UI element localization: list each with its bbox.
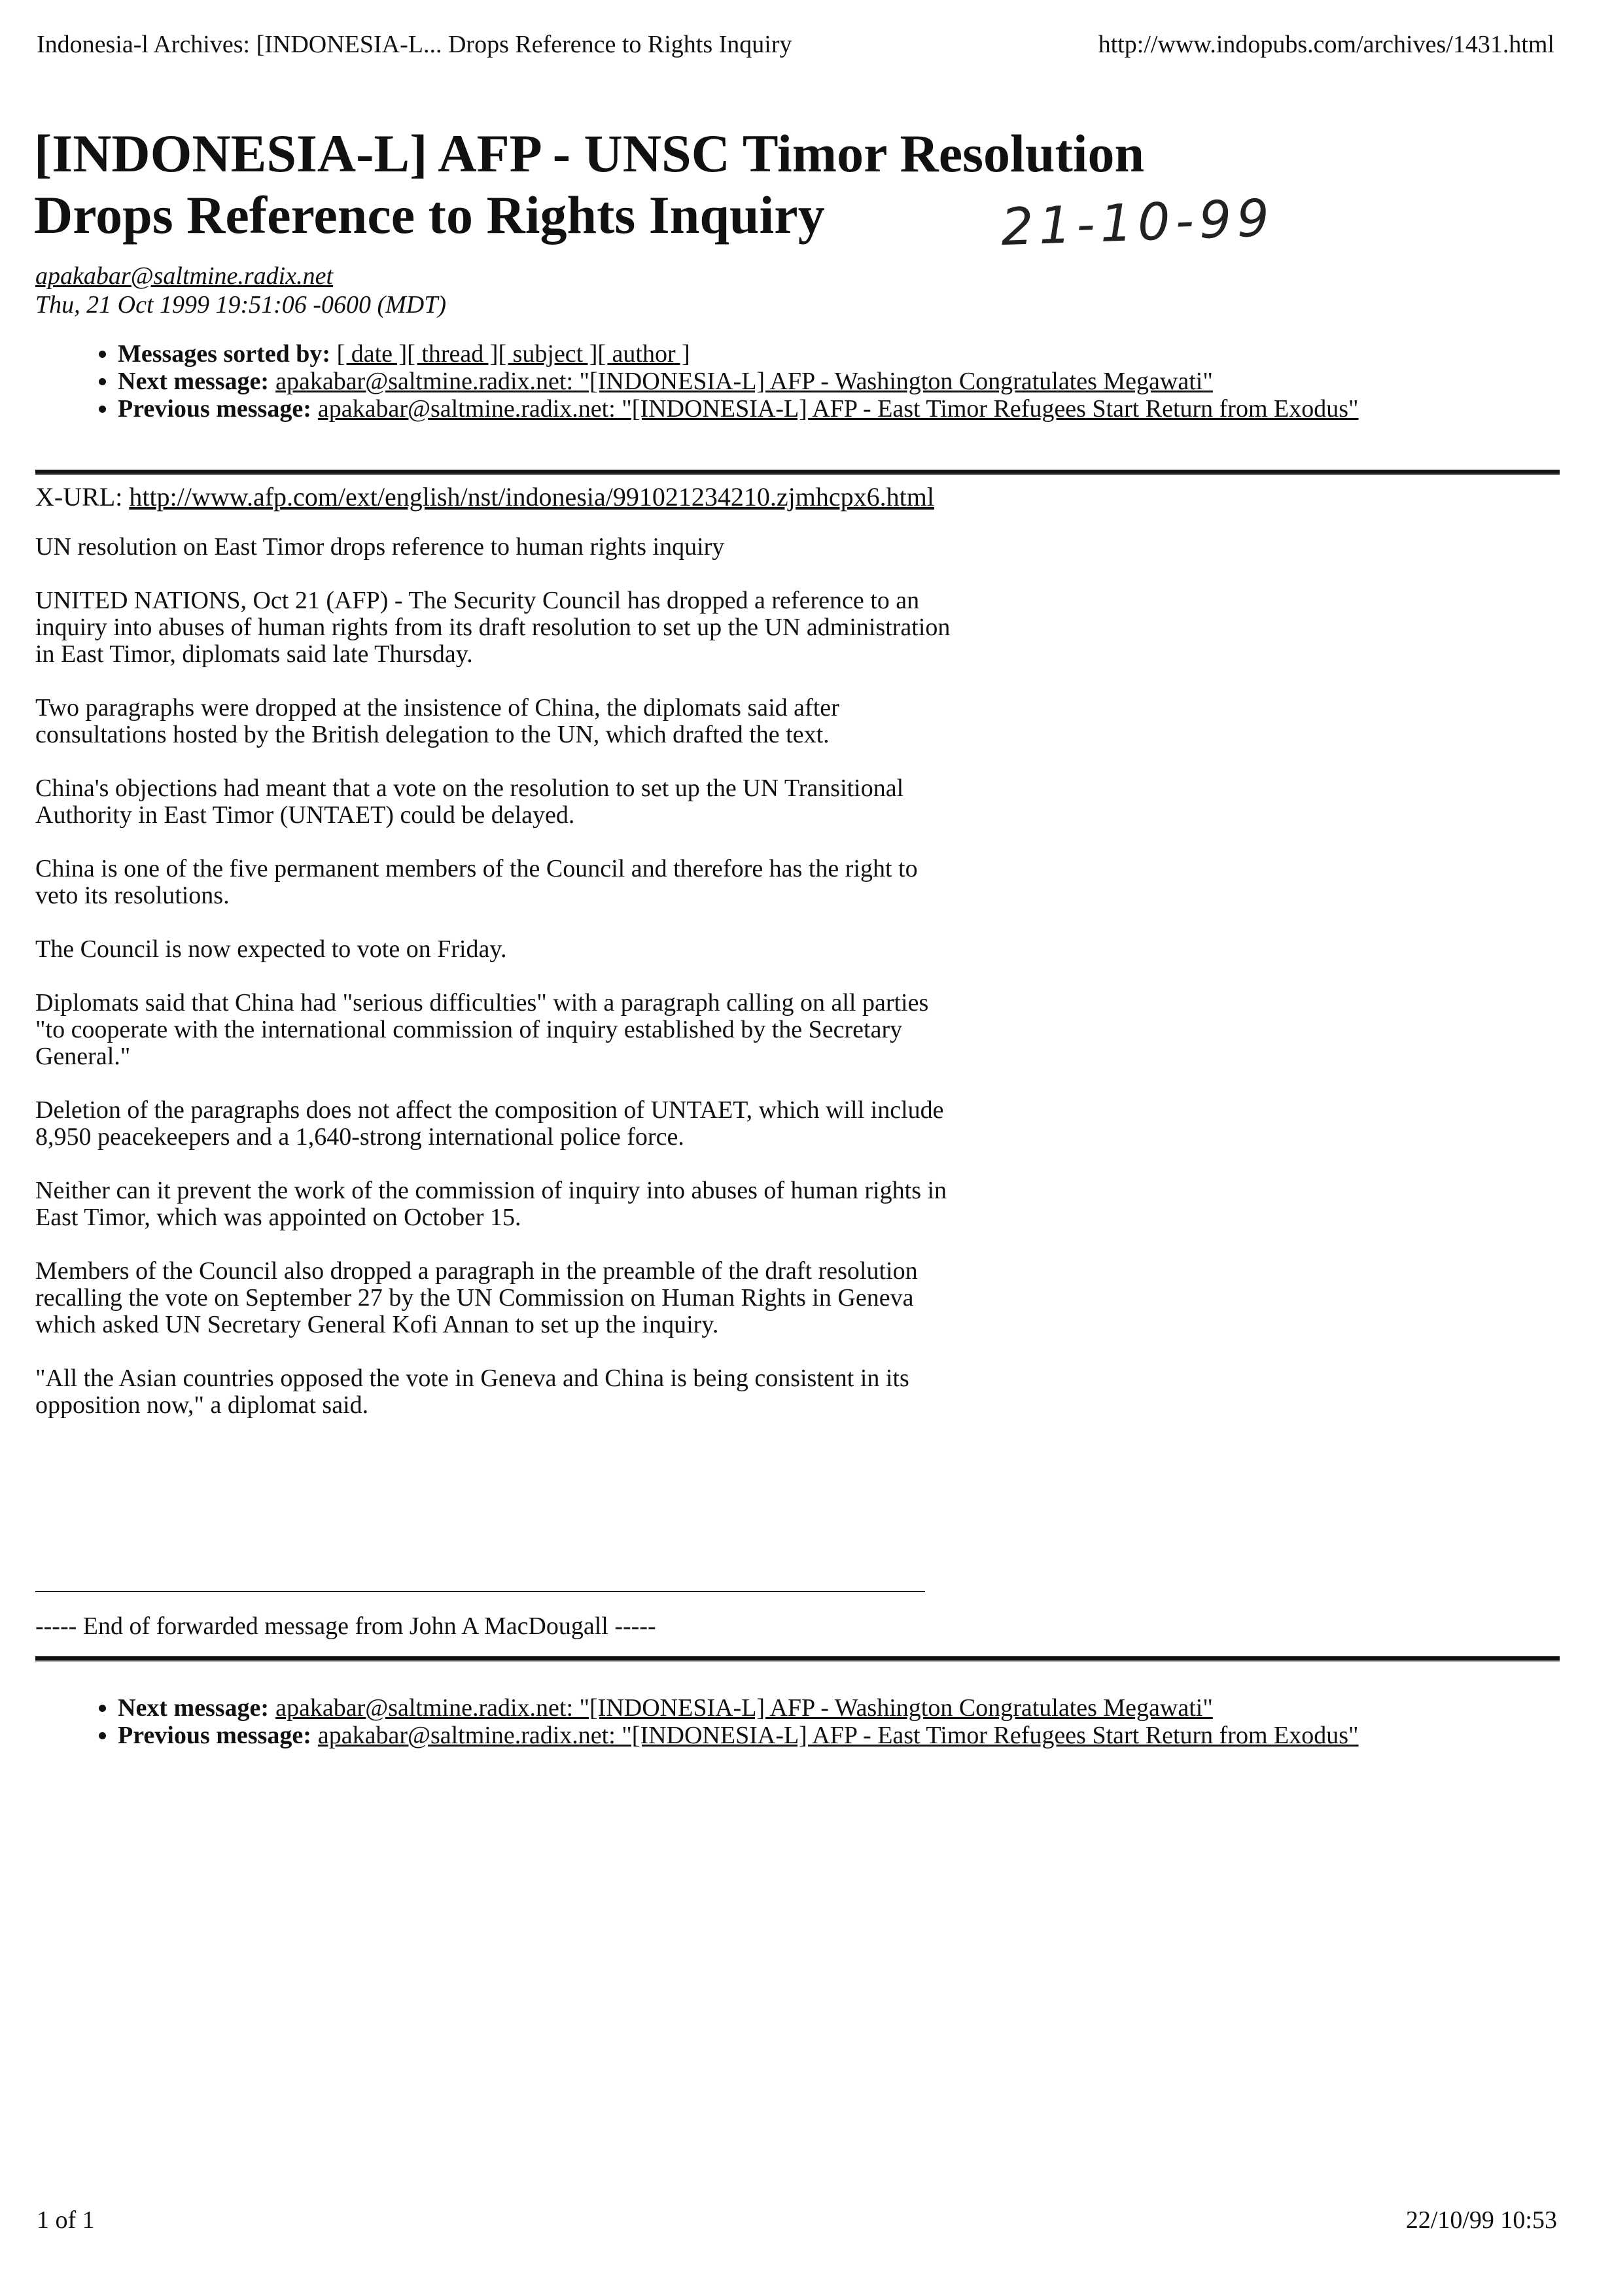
page-header-url: http://www.indopubs.com/archives/1431.html (1098, 31, 1554, 58)
body-paragraph: The Council is now expected to vote on Friday. (35, 935, 507, 963)
sender-block (35, 262, 446, 319)
previous-message-label: Previous message: (118, 395, 311, 423)
previous-message-label: Previous message: (118, 1722, 311, 1749)
next-message-label: Next message: (118, 368, 270, 395)
bottom-navigation (65, 1694, 1359, 1749)
page-count: 1 of 1 (37, 2206, 95, 2234)
body-paragraph: Deletion of the paragraphs does not affect the composition of UNTAET, which will include 8,950 peacekeepers and a 1,640-strong international police force. (35, 1096, 944, 1151)
body-paragraph: China's objections had meant that a vote on the resolution to set up the UN Transitional Authority in East Timor (UNTAET) could be delayed. (35, 774, 904, 829)
body-paragraph: "All the Asian countries opposed the vote in Geneva and China is being consistent in its opposition now," a diplomat said. (35, 1365, 909, 1419)
print-timestamp: 22/10/99 10:53 (1405, 2206, 1557, 2234)
body-paragraph: UN resolution on East Timor drops reference to human rights inquiry (35, 533, 725, 561)
body-paragraph: Diplomats said that China had "serious difficulties" with a paragraph calling on all parties "to cooperate with the international commission of inquiry established by the Secretary General." (35, 989, 929, 1070)
handwritten-date: 21-10-99 (1000, 188, 1276, 258)
bottom-divider (35, 1656, 1560, 1661)
sender-email-link[interactable]: apakabar@saltmine.radix.net (35, 262, 334, 290)
xurl-label: X-URL: (35, 482, 123, 512)
xurl-line (35, 481, 934, 512)
next-message-link[interactable]: apakabar@saltmine.radix.net: "[INDONESIA-L] AFP - Washington Congratulates Megawati" (275, 1694, 1213, 1722)
next-message-link[interactable]: apakabar@saltmine.radix.net: "[INDONESIA-L] AFP - Washington Congratulates Megawati" (275, 368, 1213, 395)
previous-message-row (118, 1722, 1359, 1749)
previous-message-link[interactable]: apakabar@saltmine.radix.net: "[INDONESIA-L] AFP - East Timor Refugees Start Return from Exodus" (317, 395, 1359, 423)
sender-date: Thu, 21 Oct 1999 19:51:06 -0600 (MDT) (35, 291, 447, 319)
message-body (35, 534, 951, 1446)
next-message-row (118, 1694, 1359, 1722)
end-of-message-line: ----- End of forwarded message from John A MacDougall ----- (35, 1612, 656, 1640)
sort-by-author-link[interactable]: [ author ] (597, 340, 690, 368)
next-message-row (118, 368, 1359, 395)
top-navigation (65, 340, 1359, 423)
body-end-divider (35, 1591, 925, 1592)
xurl-link[interactable]: http://www.afp.com/ext/english/nst/indonesia/991021234210.zjmhcpx6.html (129, 482, 934, 512)
body-paragraph: Two paragraphs were dropped at the insistence of China, the diplomats said after consultations hosted by the British delegation to the UN, which drafted the text. (35, 694, 839, 748)
body-paragraph: UNITED NATIONS, Oct 21 (AFP) - The Security Council has dropped a reference to an inquiry into abuses of human rights from its draft resolution to set up the UN administration in East Timor, diplomats said late Thursday. (35, 587, 951, 668)
page-header-title: Indonesia-l Archives: [INDONESIA-L... Drops Reference to Rights Inquiry (37, 31, 792, 58)
top-divider (35, 470, 1560, 475)
sort-links-row (118, 340, 1359, 368)
sort-by-date-link[interactable]: [ date ] (336, 340, 408, 368)
article-title: [INDONESIA-L] AFP - UNSC Timor Resolution Drops Reference to Rights Inquiry (34, 124, 1145, 245)
body-paragraph: Members of the Council also dropped a paragraph in the preamble of the draft resolution recalling the vote on September 27 by the UN Commission on Human Rights in Geneva which asked UN Secretary General Kofi Annan to set up the inquiry. (35, 1257, 918, 1338)
next-message-label: Next message: (118, 1694, 270, 1722)
body-paragraph: Neither can it prevent the work of the commission of inquiry into abuses of human rights in East Timor, which was appointed on October 15. (35, 1177, 947, 1231)
sort-by-thread-link[interactable]: [ thread ] (407, 340, 499, 368)
sorted-by-label: Messages sorted by: (118, 340, 331, 368)
previous-message-row (118, 395, 1359, 423)
body-paragraph: China is one of the five permanent members of the Council and therefore has the right to veto its resolutions. (35, 855, 918, 909)
sort-by-subject-link[interactable]: [ subject ] (498, 340, 598, 368)
previous-message-link[interactable]: apakabar@saltmine.radix.net: "[INDONESIA-L] AFP - East Timor Refugees Start Return from Exodus" (317, 1722, 1359, 1749)
